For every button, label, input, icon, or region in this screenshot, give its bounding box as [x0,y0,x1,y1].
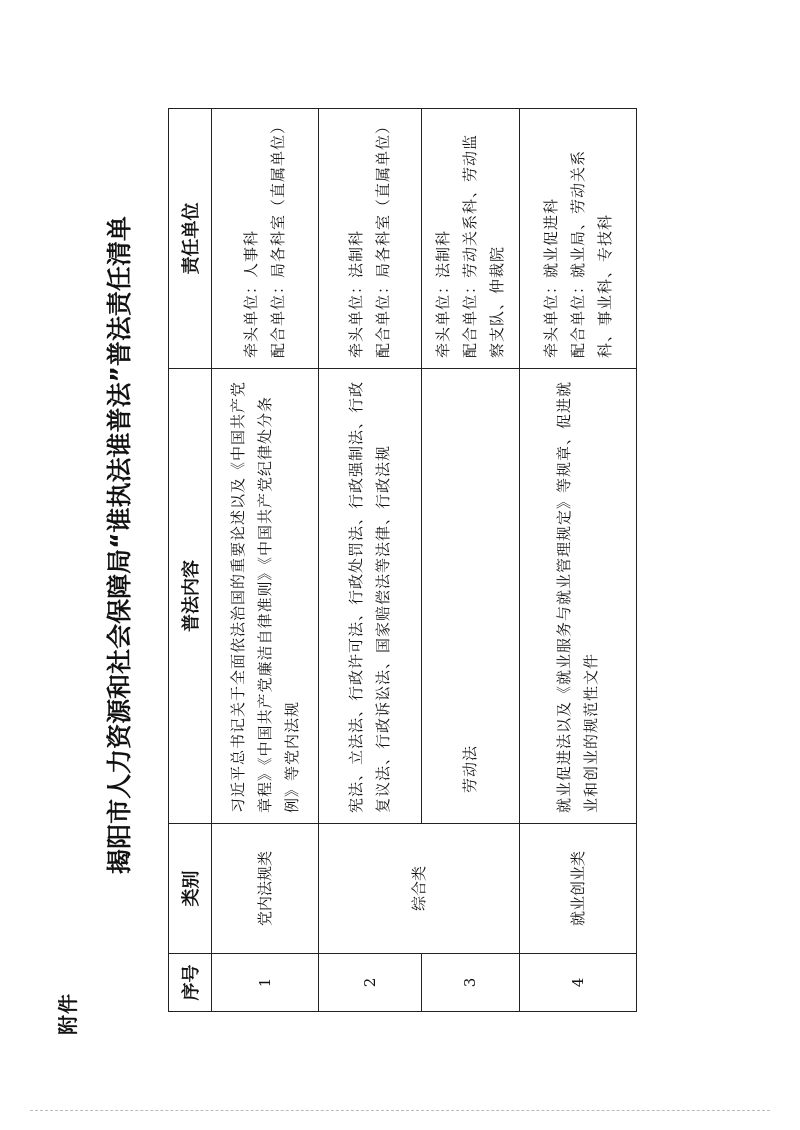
row-no: 2 [319,954,422,1012]
row-no: 1 [212,954,319,1012]
page-title: 揭阳市人力资源和社会保障局“谁执法谁普法”普法责任清单 [105,216,134,874]
row-unit [319,109,422,369]
row-content: 宪法、立法法、行政许可法、行政处罚法、行政强制法、行政复议法、行政诉讼法、国家赔偿法等法律、行政法规 [319,369,422,824]
unit-support: 配合单位：劳动关系科、劳动监察支队、仲裁院 [461,133,506,358]
row-category: 就业创业类 [520,824,637,954]
unit-lead: 牵头单位：法制科 [434,229,452,358]
row-unit [422,109,520,369]
table-row [520,109,637,1012]
header-no: 序号 [169,954,212,1012]
header-unit: 责任单位 [169,109,212,369]
unit-support: 配合单位：就业局、劳动关系科、事业科、专技科 [568,149,614,358]
unit-lead: 牵头单位：法制科 [347,229,365,358]
unit-lead: 牵头单位：就业促进科 [541,197,560,358]
row-unit [212,109,319,369]
row-content: 劳动法 [422,369,520,824]
header-content: 普法内容 [169,369,212,824]
header-category: 类别 [169,824,212,954]
row-category: 党内法规类 [212,824,319,954]
unit-lead: 牵头单位：人事科 [242,229,260,358]
unit-support: 配合单位：局各科室（直属单位） [374,117,392,358]
row-no: 3 [422,954,520,1012]
table-header-row [169,109,212,1012]
table-row [319,109,422,1012]
page-bottom-divider [30,1110,770,1111]
row-content: 习近平总书记关于全面依法治国的重要论述以及《中国共产党章程》《中国共产党廉洁自律准则》《中国共产党纪律处分条例》等党内法规 [212,369,319,824]
unit-support: 配合单位：局各科室（直属单位） [269,117,287,358]
table-row [212,109,319,1012]
row-content: 就业促进法以及《就业服务与就业管理规定》等规章、促进就业和创业的规范性文件 [520,369,637,824]
row-category: 综合类 [319,824,520,954]
row-unit [520,109,637,369]
row-no: 4 [520,954,637,1012]
attachment-label: 附件 [56,993,80,1035]
responsibility-table [168,108,637,1012]
